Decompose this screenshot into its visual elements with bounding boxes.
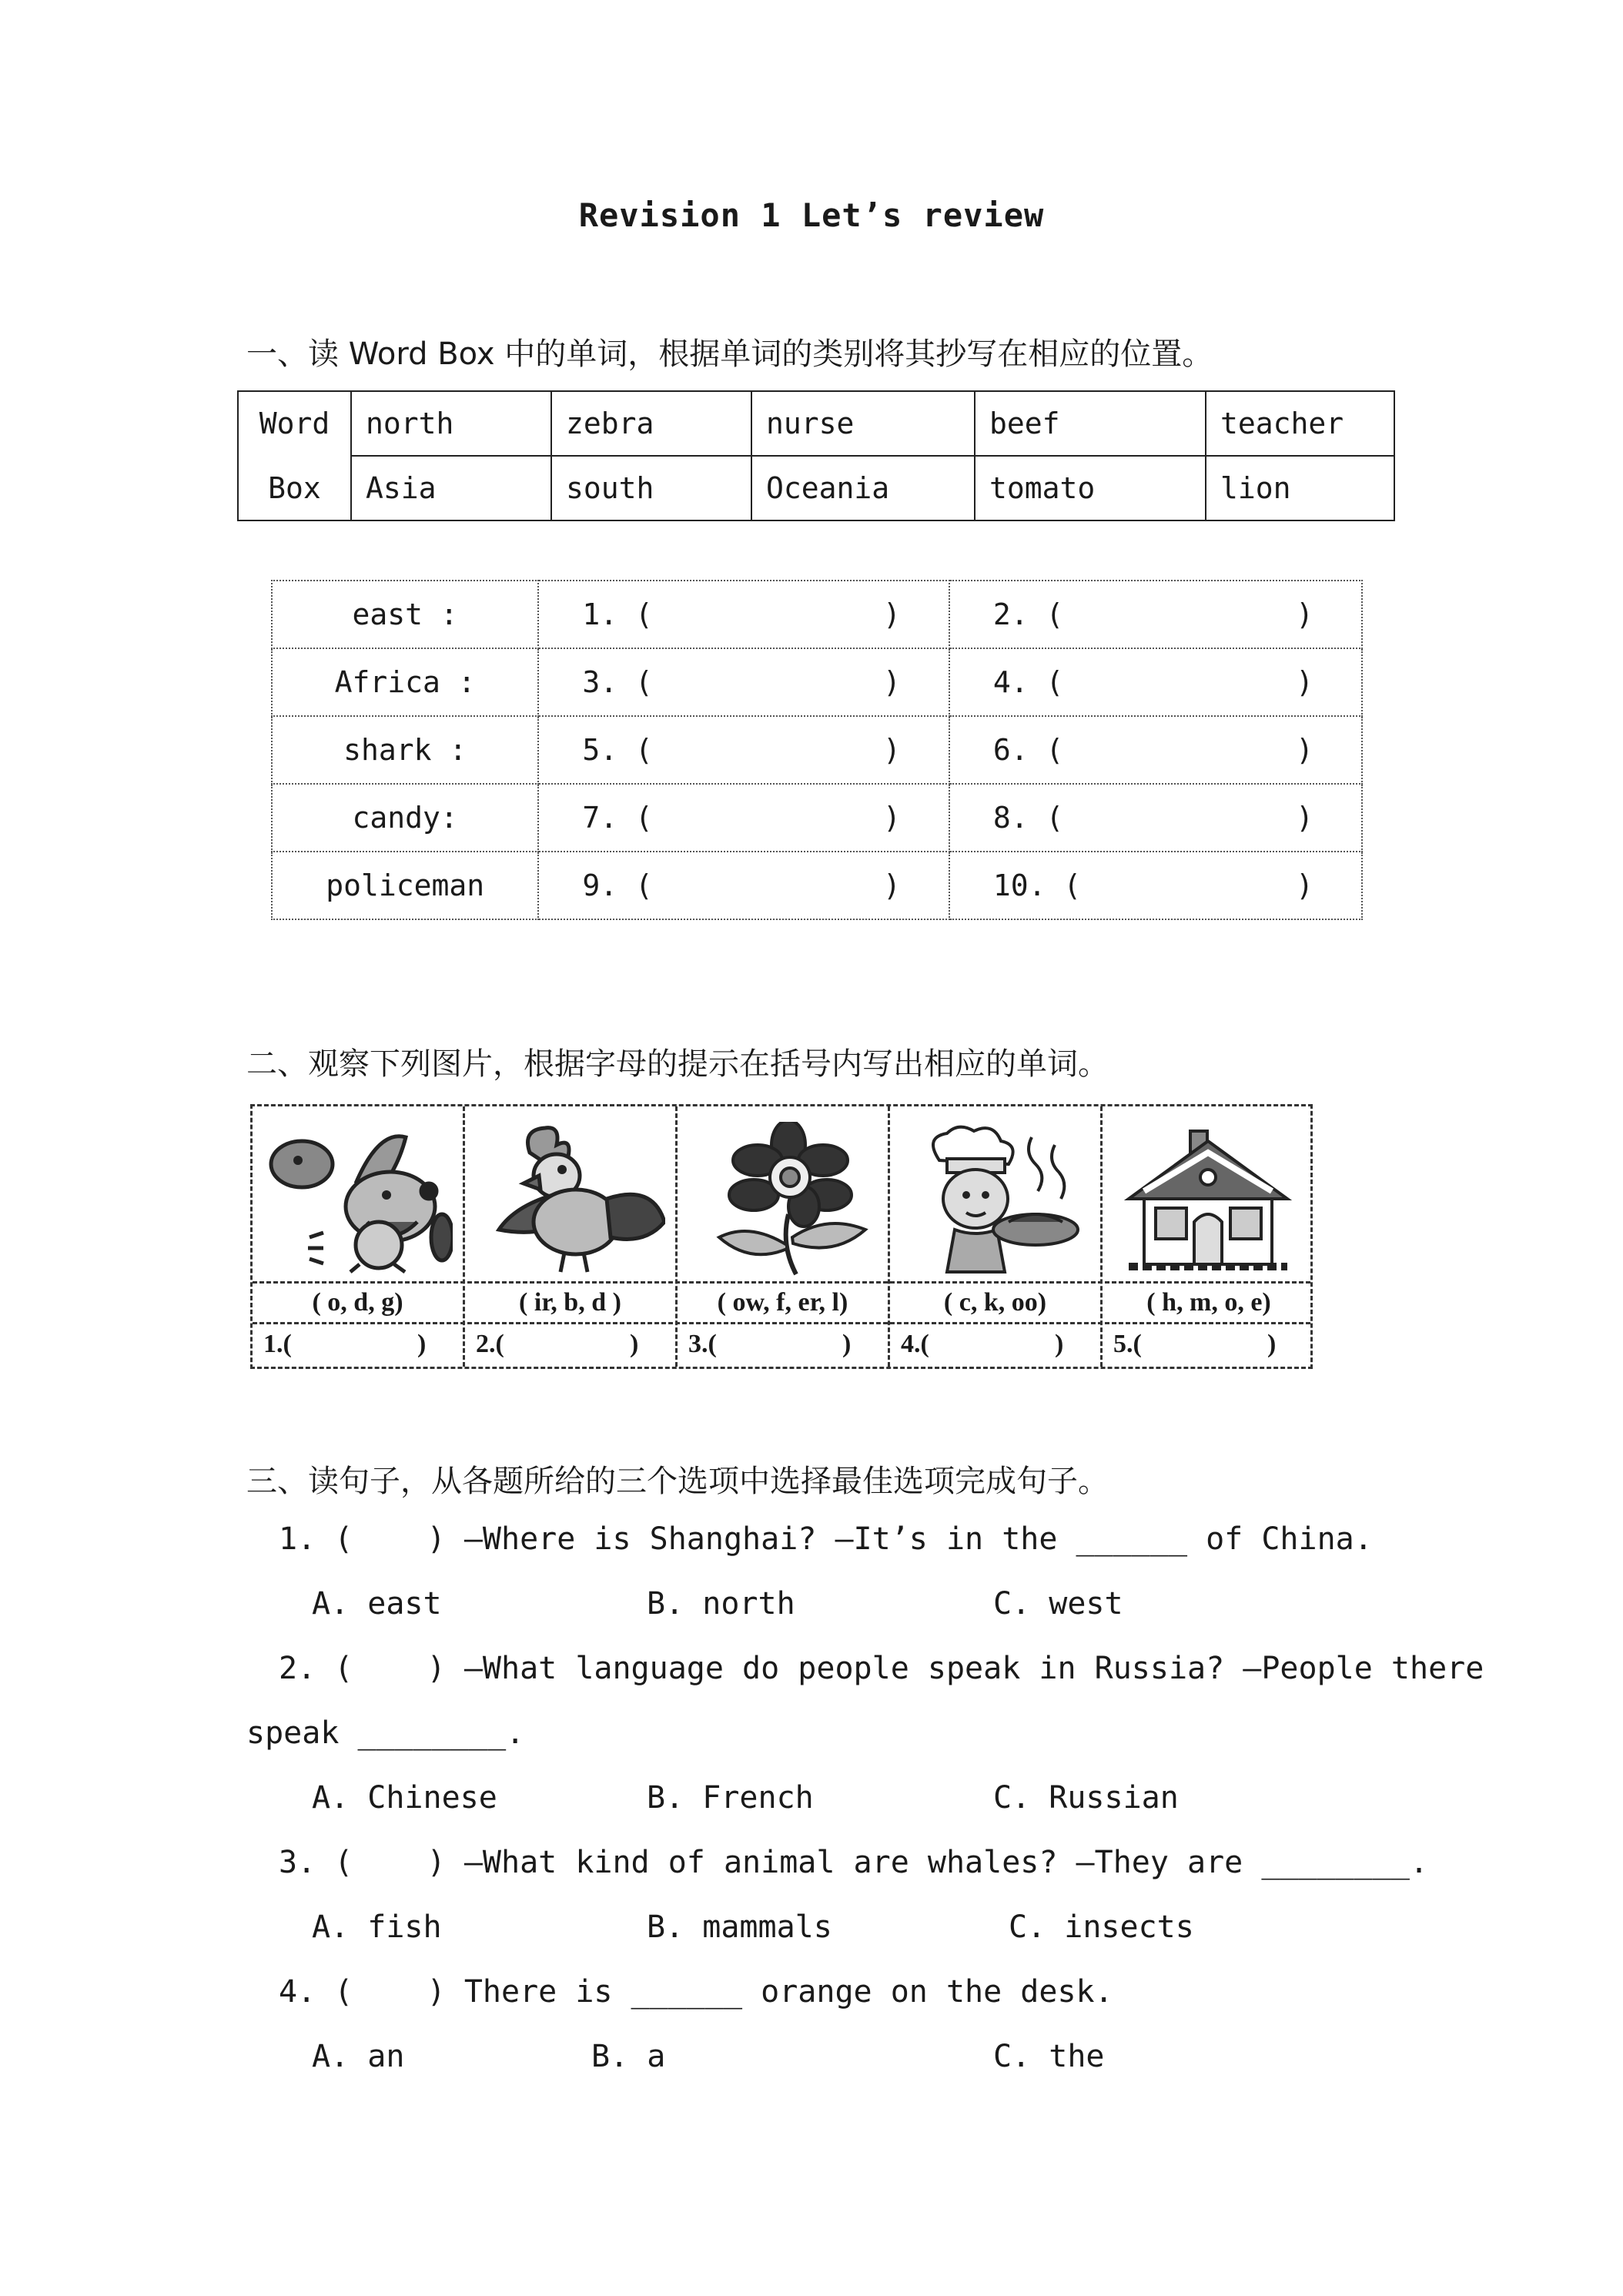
question-stem: 1. ( ) —Where is Shanghai? —It’s in the ______ of China. [279,1521,1373,1557]
option-b[interactable]: B. mammals [647,1909,832,1945]
category-key: shark : [272,716,538,784]
word-box-cell: zebra [551,391,751,456]
answer-blank[interactable]: 1.( ) [263,1330,427,1358]
table-row [272,581,1362,648]
answer-blank[interactable]: 3.( ) [688,1330,852,1358]
option-b[interactable]: B. north [647,1586,795,1622]
option-a[interactable]: A. an [312,2039,405,2074]
answer-blank[interactable]: 5. ( ) [538,716,949,784]
word-box-cell: teacher [1206,391,1394,456]
section1-heading: 一、读 Word Box 中的单词，根据单词的类别将其抄写在相应的位置。 [246,336,1213,372]
answer-blank[interactable]: 10. ( ) [949,852,1362,919]
table-row [272,716,1362,784]
picture-strip [250,1104,1313,1369]
house-icon [1113,1122,1303,1276]
category-table [271,580,1363,920]
letter-hint: ( h, m, o, e) [1146,1288,1271,1317]
question-stem-continued: speak ________. [246,1715,525,1751]
option-a[interactable]: A. Chinese [312,1780,497,1816]
answer-blank[interactable]: 8. ( ) [949,784,1362,852]
question-stem: 3. ( ) —What kind of animal are whales? —They are ________. [279,1845,1429,1880]
option-c[interactable]: C. the [993,2039,1105,2074]
word-box-label: Word Box [238,391,351,520]
answer-blank[interactable]: 9. ( ) [538,852,949,919]
word-box-cell: Oceania [751,456,975,520]
option-c[interactable]: C. insects [1009,1909,1194,1945]
dog-icon [263,1122,453,1276]
answer-blank[interactable]: 1. ( ) [538,581,949,648]
table-row [272,852,1362,919]
category-key: Africa : [272,648,538,716]
option-b[interactable]: B. a [591,2039,666,2074]
category-key: east : [272,581,538,648]
answer-blank[interactable]: 5.( ) [1113,1330,1277,1358]
answer-blank[interactable]: 2. ( ) [949,581,1362,648]
answer-blank[interactable]: 2.( ) [476,1330,639,1358]
picture-cell [253,1106,465,1367]
option-b[interactable]: B. French [647,1780,814,1816]
word-box-cell: north [351,391,551,456]
option-a[interactable]: A. fish [312,1909,442,1945]
word-box-cell: nurse [751,391,975,456]
word-box-cell: lion [1206,456,1394,520]
page-title: Revision 1 Let’s review [578,196,1045,234]
answer-blank[interactable]: 6. ( ) [949,716,1362,784]
table-row [272,648,1362,716]
section3-heading: 三、读句子，从各题所给的三个选项中选择最佳选项完成句子。 [246,1464,1109,1499]
cook-icon [901,1122,1090,1276]
flower-icon [688,1122,878,1276]
answer-blank[interactable]: 7. ( ) [538,784,949,852]
picture-cell [678,1106,890,1367]
table-row [272,784,1362,852]
word-box-cell: tomato [975,456,1206,520]
option-c[interactable]: C. west [993,1586,1123,1622]
letter-hint: ( o, d, g) [312,1288,403,1317]
question-stem: 2. ( ) —What language do people speak in Russia? —People there [279,1651,1484,1686]
answer-blank[interactable]: 3. ( ) [538,648,949,716]
word-box-cell: south [551,456,751,520]
answer-blank[interactable]: 4.( ) [901,1330,1064,1358]
picture-cell [890,1106,1103,1367]
option-a[interactable]: A. east [312,1586,442,1622]
category-key: candy: [272,784,538,852]
section2-heading: 二、观察下列图片，根据字母的提示在括号内写出相应的单词。 [246,1046,1109,1082]
picture-cell [465,1106,678,1367]
word-box-table [237,390,1395,521]
answer-blank[interactable]: 4. ( ) [949,648,1362,716]
option-c[interactable]: C. Russian [993,1780,1179,1816]
word-box-cell: beef [975,391,1206,456]
picture-cell [1103,1106,1315,1367]
category-key: policeman [272,852,538,919]
bird-icon [476,1122,665,1276]
letter-hint: ( ow, f, er, l) [717,1288,848,1317]
letter-hint: ( ir, b, d ) [519,1288,621,1317]
question-stem: 4. ( ) There is ______ orange on the desk. [279,1974,1113,2010]
word-box-cell: Asia [351,456,551,520]
letter-hint: ( c, k, oo) [943,1288,1047,1317]
